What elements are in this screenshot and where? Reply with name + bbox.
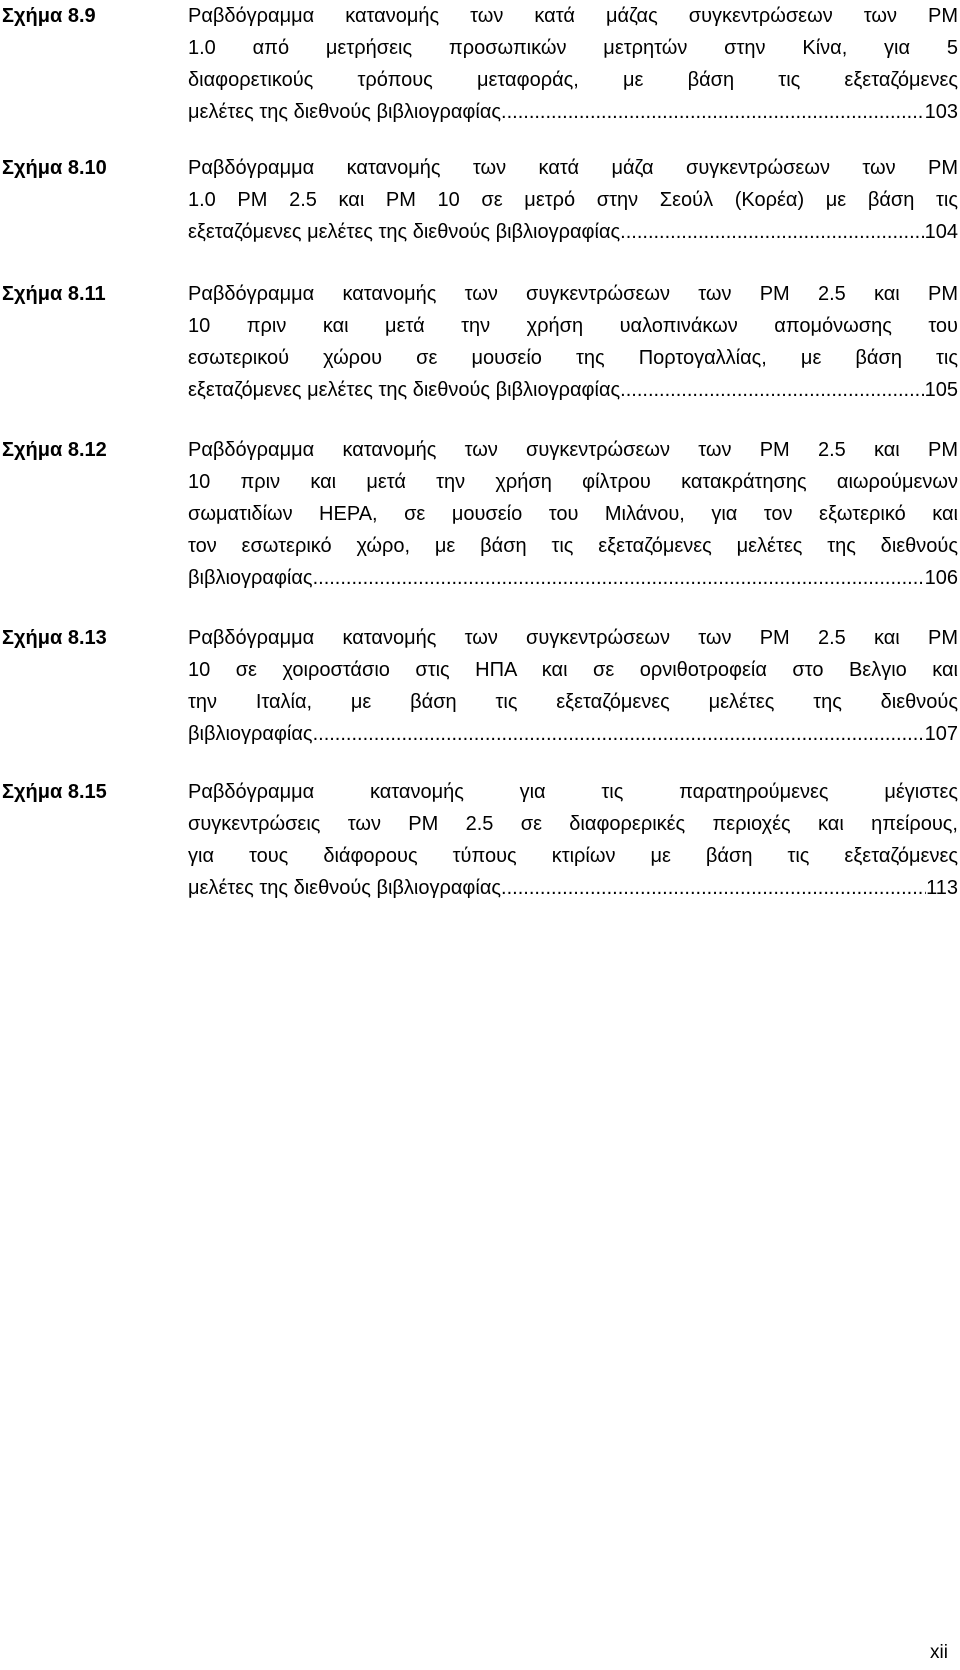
page-reference[interactable]: 107	[924, 723, 958, 745]
page-reference[interactable]: 105	[924, 379, 958, 401]
caption-line: Ραβδόγραμμα κατανομής για τις παρατηρούμενες μέγιστες	[188, 781, 958, 803]
caption-last-line	[188, 374, 958, 406]
page-reference[interactable]: 113	[926, 877, 958, 899]
caption-line: σωματιδίων HEPA, σε μουσείο του Μιλάνου, για τον εξωτερικό και	[188, 503, 958, 525]
caption-line: 10 πριν και μετά την χρήση υαλοπινάκων απομόνωσης του	[188, 315, 958, 337]
caption-last-line	[188, 96, 958, 128]
page-reference[interactable]: 106	[924, 567, 958, 589]
caption-line: συγκεντρώσεις των PM 2.5 σε διαφορερικές περιοχές και ηπείρους,	[188, 813, 958, 835]
figure-label: Σχήμα 8.13	[2, 627, 107, 649]
page-number: xii	[930, 1642, 948, 1663]
caption-line: Ραβδόγραμμα κατανομής των συγκεντρώσεων των PM 2.5 και PM	[188, 439, 958, 461]
figure-caption	[188, 152, 958, 248]
caption-line: 10 σε χοιροστάσιο στις ΗΠΑ και σε ορνιθοτροφεία στο Βελγιο και	[188, 659, 958, 681]
figure-caption	[188, 0, 958, 128]
figure-label: Σχήμα 8.10	[2, 157, 107, 179]
dot-leader	[318, 562, 924, 594]
caption-line: Ραβδόγραμμα κατανομής των κατά μάζας συγκεντρώσεων των PM	[188, 5, 958, 27]
figure-caption	[188, 622, 958, 750]
caption-line: εξεταζόμενες μελέτες της διεθνούς βιβλιογραφίας.	[188, 221, 626, 243]
figure-label: Σχήμα 8.9	[2, 5, 96, 27]
caption-line: μελέτες της διεθνούς βιβλιογραφίας.	[188, 877, 507, 899]
caption-line: βιβλιογραφίας.	[188, 567, 319, 589]
caption-line: εσωτερικού χώρου σε μουσείο της Πορτογαλλίας, με βάση τις	[188, 347, 958, 369]
caption-line: την Ιταλία, με βάση τις εξεταζόμενες μελέτες της διεθνούς	[188, 691, 958, 713]
caption-line: μελέτες της διεθνούς βιβλιογραφίας.	[188, 101, 507, 123]
caption-last-line	[188, 216, 958, 248]
caption-last-line	[188, 562, 958, 594]
dot-leader	[507, 872, 927, 904]
caption-last-line	[188, 718, 958, 750]
figure-caption	[188, 776, 958, 904]
figure-label: Σχήμα 8.11	[2, 283, 106, 305]
caption-line: βιβλιογραφίας.	[188, 723, 319, 745]
figure-label: Σχήμα 8.15	[2, 781, 107, 803]
dot-leader	[507, 96, 925, 128]
caption-line: τον εσωτερικό χώρο, με βάση τις εξεταζόμενες μελέτες της διεθνούς	[188, 535, 958, 557]
caption-line: 10 πριν και μετά την χρήση φίλτρου κατακράτησης αιωρούμενων	[188, 471, 958, 493]
caption-line: 1.0 από μετρήσεις προσωπικών μετρητών στην Κίνα, για 5	[188, 37, 958, 59]
dot-leader	[626, 374, 925, 406]
dot-leader	[626, 216, 925, 248]
caption-line: 1.0 PM 2.5 και PM 10 σε μετρό στην Σεούλ (Κορέα) με βάση τις	[188, 189, 958, 211]
page-reference[interactable]: 104	[924, 221, 958, 243]
figure-caption	[188, 278, 958, 406]
page-reference[interactable]: 103	[924, 101, 958, 123]
caption-line: εξεταζόμενες μελέτες της διεθνούς βιβλιογραφίας.	[188, 379, 626, 401]
caption-line: για τους διάφορους τύπους κτιρίων με βάση τις εξεταζόμενες	[188, 845, 958, 867]
caption-last-line	[188, 872, 958, 904]
caption-line: Ραβδόγραμμα κατανομής των κατά μάζα συγκεντρώσεων των PM	[188, 157, 958, 179]
figure-caption	[188, 434, 958, 594]
caption-line: Ραβδόγραμμα κατανομής των συγκεντρώσεων των PM 2.5 και PM	[188, 283, 958, 305]
dot-leader	[318, 718, 924, 750]
caption-line: διαφορετικούς τρόπους μεταφοράς, με βάση τις εξεταζόμενες	[188, 69, 958, 91]
caption-line: Ραβδόγραμμα κατανομής των συγκεντρώσεων των PM 2.5 και PM	[188, 627, 958, 649]
figure-label: Σχήμα 8.12	[2, 439, 107, 461]
